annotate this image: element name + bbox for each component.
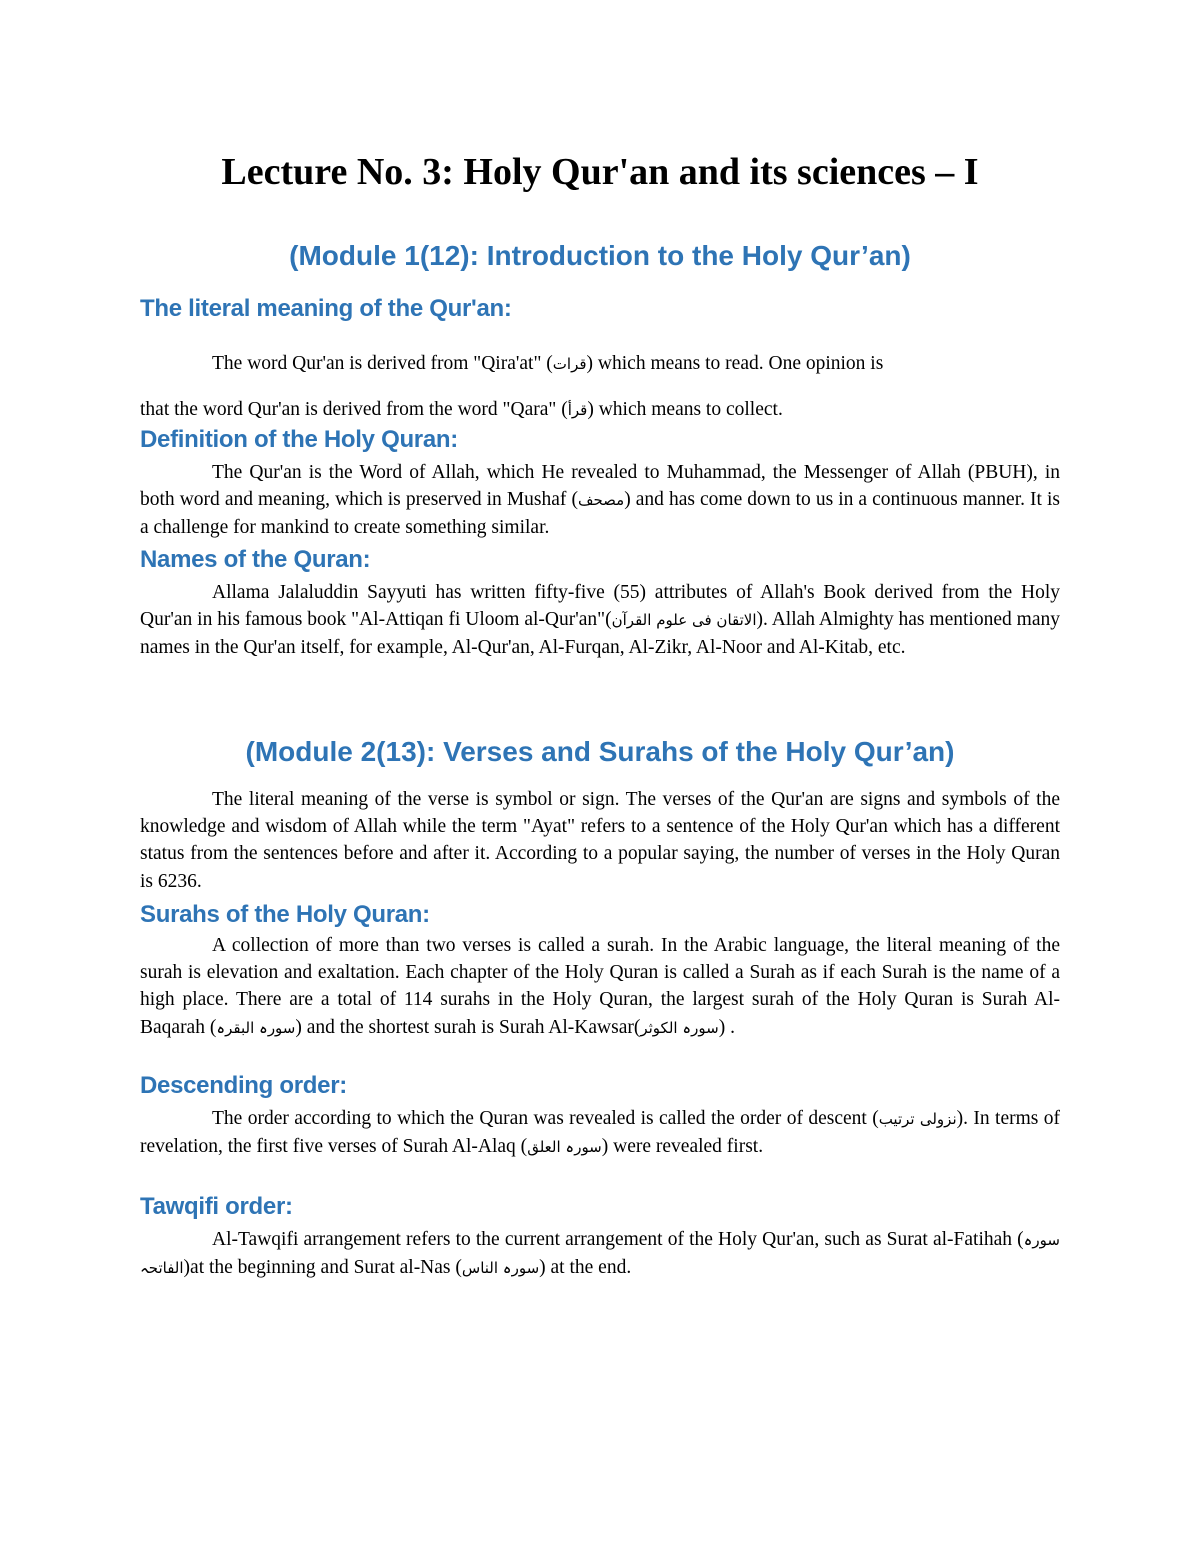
paragraph-surahs [140,932,1060,1042]
paragraph-descending-order [140,1105,1060,1161]
heading-definition: Definition of the Holy Quran: [140,426,458,453]
tawqifi-text-1: Al-Tawqifi arrangement refers to the current arrangement of the Holy Qur'an, such as Surat al-Fatihah ( [212,1229,1024,1250]
literal-text-4: ) which means to collect. [587,399,783,420]
literal-text-3: that the word Qur'an is derived from the word "Qara" ( [140,399,568,420]
arabic-nuzooli-tarteeb: نزولی ترتیب [878,1110,957,1128]
arabic-kawsar: سورہ الکوثر [640,1018,719,1037]
descending-text-2: ). In terms of revelation, the first five verses of Surah Al-Alaq ( [140,1108,1060,1158]
paragraph-literal-meaning [140,341,1060,433]
literal-text-2: ) which means to read. One opinion is [586,353,884,374]
arabic-qara: قرأ [567,401,588,419]
arabic-alaq: سورہ العلق [527,1138,602,1157]
heading-surahs: Surahs of the Holy Quran: [140,901,430,928]
paragraph-tawqifi-order [140,1226,1060,1282]
paragraph-names [140,579,1060,662]
definition-text-2: ) and has come down to us in a continuous manner. It is a challenge for mankind to create something similar. [140,489,1060,539]
names-text-1: Allama Jalaluddin Sayyuti has written fifty-five (55) attributes of Allah's Book derived from the Holy Qur'an in his famous book "Al-Attiqan fi Uloom al-Qur'an"( [140,582,1060,631]
definition-text-1: The Qur'an is the Word of Allah, which He revealed to Muhammad, the Messenger of Allah (PBUH), in both word and meaning, which is preserved in Mushaf ( [140,462,1060,511]
arabic-nas: سورہ الناس [461,1259,540,1278]
heading-names: Names of the Quran: [140,546,371,573]
tawqifi-text-3: ) at the end. [539,1257,632,1279]
tawqifi-text-2: )at the beginning and Surat al-Nas ( [183,1257,462,1279]
paragraph-verses [140,786,1060,895]
heading-tawqifi-order: Tawqifi order: [140,1193,293,1220]
verses-text: The literal meaning of the verse is symbol or sign. The verses of the Qur'an are signs and symbols of the knowledge and wisdom of Allah while the term "Ayat" refers to a sentence of the Holy Qur'an which has a different status from the sentences before and after it. According to a popular saying, the number of verses in the Holy Quran is 6236. [140,789,1060,892]
arabic-qiraat: قرات [552,355,587,373]
heading-descending-order: Descending order: [140,1072,347,1099]
module-2-title: (Module 2(13): Verses and Surahs of the Holy Qur’an) [245,736,955,767]
arabic-fatihah: سورہ الفاتحہ [140,1231,1060,1278]
literal-text-1: The word Qur'an is derived from "Qira'at" ( [212,353,553,374]
descending-text-1: The order according to which the Quran was revealed is called the order of descent ( [212,1108,879,1129]
module-1-title: (Module 1(12): Introduction to the Holy Qur’an) [289,240,911,271]
surahs-text-2: ) and the shortest surah is Surah Al-Kawsar( [295,1016,641,1038]
paragraph-definition [140,459,1060,542]
lecture-title: Lecture No. 3: Holy Qur'an and its sciences – I [221,151,979,193]
names-text-2: ). Allah Almighty has mentioned many names in the Qur'an itself, for example, Al-Qur'an, Al-Furqan, Al-Zikr, Al-Noor and Al-Kitab, etc. [140,609,1060,659]
descending-text-3: ) were revealed first. [601,1136,764,1158]
surahs-text-1: A collection of more than two verses is called a surah. In the Arabic language, the literal meaning of the surah is elevation and exaltation. Each chapter of the Holy Quran is called a Surah as if each Surah is the name of a high place. There are a total of 114 surahs in the Holy Quran, the largest surah of the Holy Quran is Surah Al-Baqarah ( [140,935,1060,1038]
arabic-mushaf: مصحف [577,491,625,510]
surahs-text-3: ) . [718,1016,735,1038]
arabic-attiqan: الاتقان فی علوم القرآن [611,611,757,630]
arabic-baqarah: سورہ البقرہ [216,1018,296,1037]
heading-literal-meaning: The literal meaning of the Qur'an: [140,295,512,322]
